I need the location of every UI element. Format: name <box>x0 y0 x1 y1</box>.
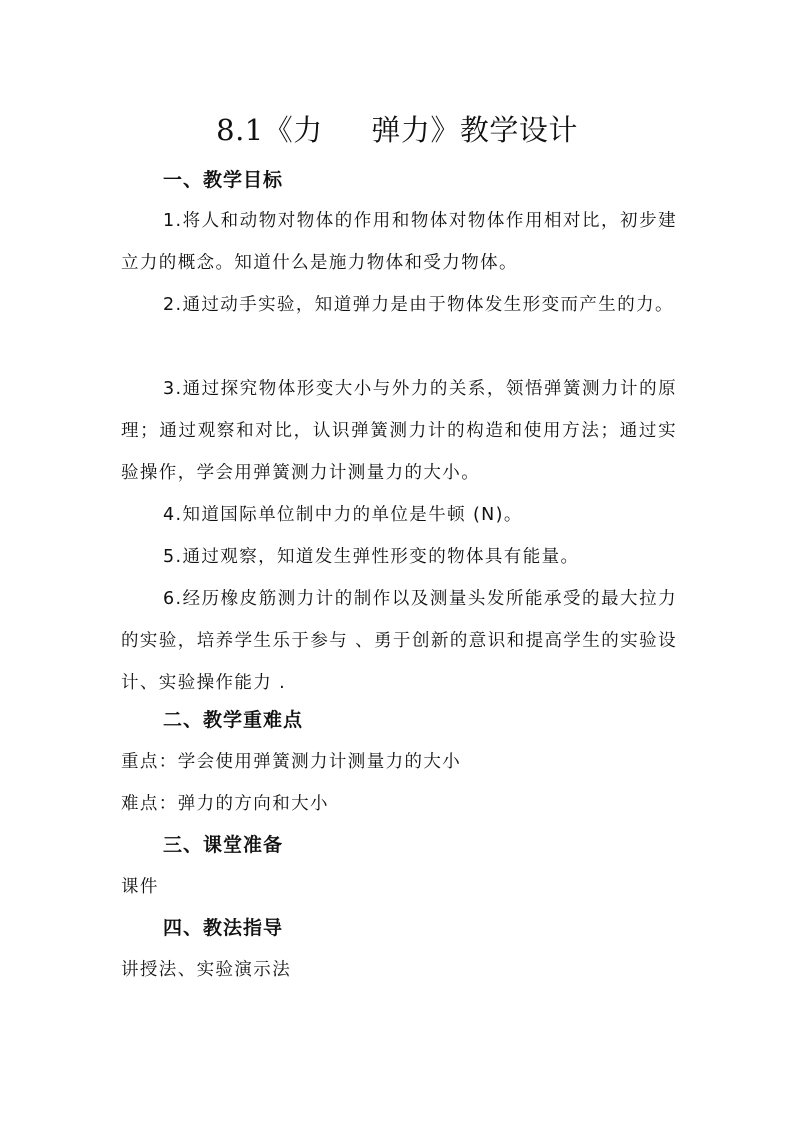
objective-item-3: 3.通过探究物体形变大小与外力的关系，领悟弹簧测力计的原理；通过观察和对比，认识弹簧测力计的构造和使用方法；通过实验操作，学会用弹簧测力计测量力的大小。 <box>121 379 677 483</box>
objective-item-6: 6.经历橡皮筋测力计的制作以及测量头发所能承受的最大拉力的实验，培养学生乐于参与 、勇于创新的意识和提高学生的实验设计、实验操作能力 . <box>121 589 677 693</box>
key-point-line: 重点：学会使用弹簧测力计测量力的大小 <box>121 752 462 772</box>
document-title: 8.1《力 弹力》教学设计 <box>216 113 578 147</box>
section-heading-class-preparation: 三、课堂准备 <box>163 834 284 856</box>
teaching-methods-line: 讲授法、实验演示法 <box>121 960 292 980</box>
objective-item-2: 2.通过动手实验，知道弹力是由于物体发生形变而产生的力。 <box>163 295 674 315</box>
objective-item-1: 1.将人和动物对物体的作用和物体对物体作用相对比，初步建立力的概念。知道什么是施力物体和受力物体。 <box>121 211 677 273</box>
section-heading-teaching-methods: 四、教法指导 <box>163 917 284 939</box>
objective-item-5: 5.通过观察，知道发生弹性形变的物体具有能量。 <box>163 547 580 567</box>
section-heading-teaching-objectives: 一、教学目标 <box>163 169 284 191</box>
objective-item-4: 4.知道国际单位制中力的单位是牛顿 (N)。 <box>163 505 523 525</box>
difficult-point-line: 难点：弹力的方向和大小 <box>121 794 329 814</box>
section-heading-key-points: 二、教学重难点 <box>163 709 304 731</box>
class-preparation-line: 课件 <box>121 877 159 897</box>
